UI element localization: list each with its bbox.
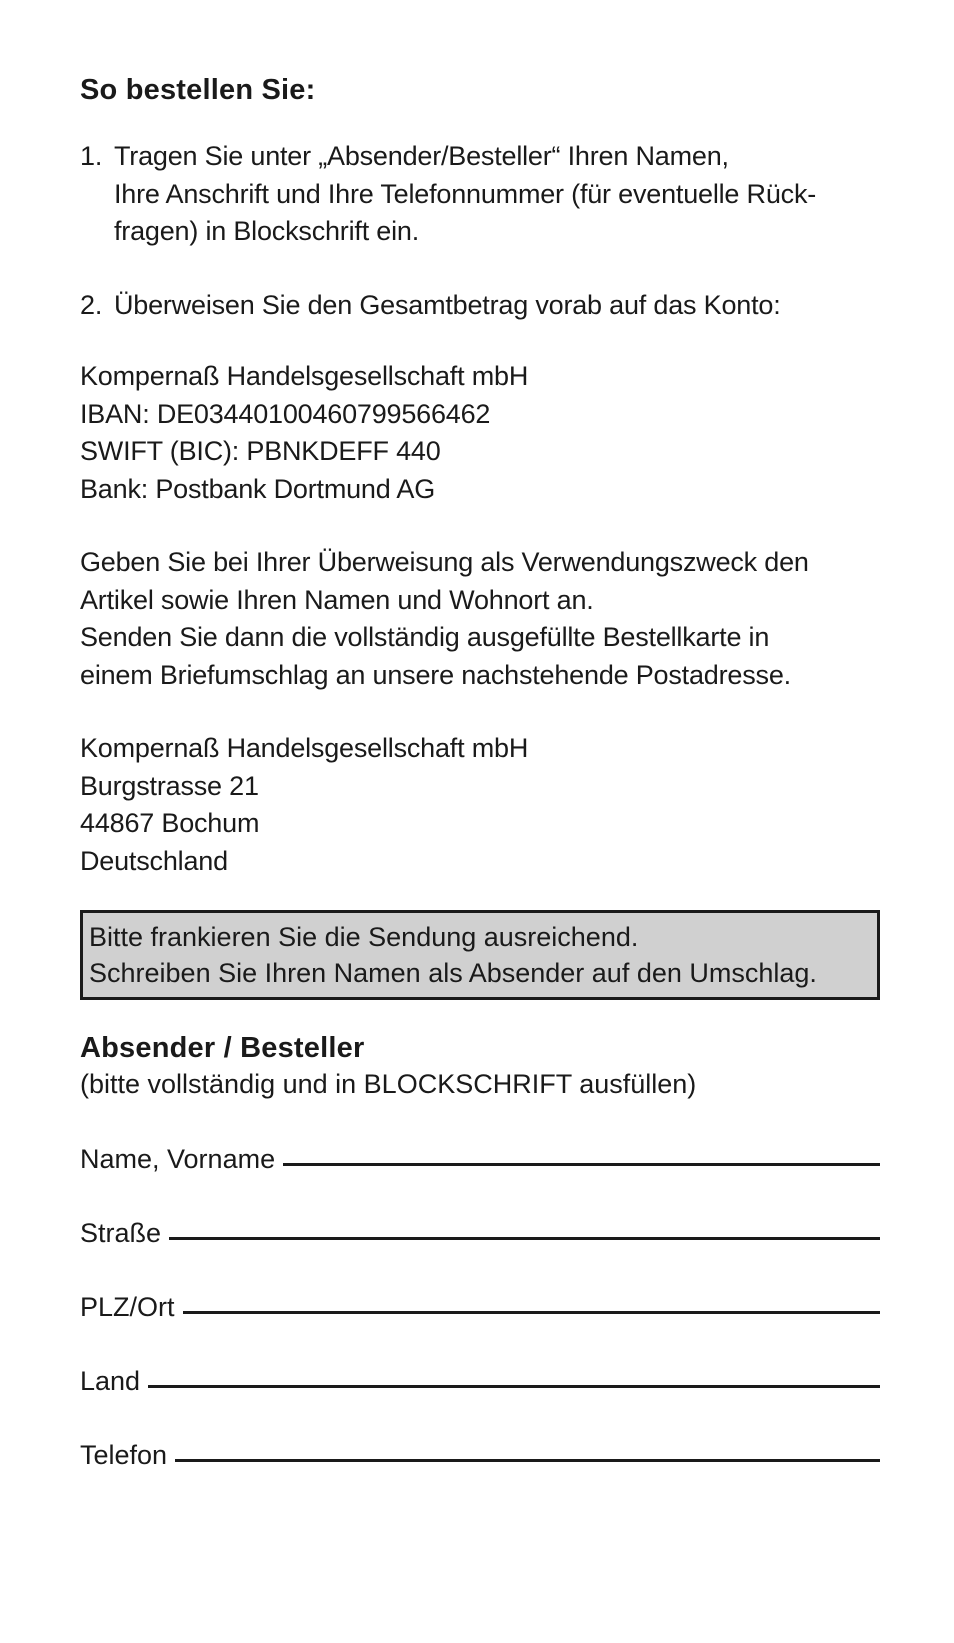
note-line: Senden Sie dann die vollständig ausgefüllte Bestellkarte in: [80, 622, 770, 652]
bank-details: [80, 358, 880, 508]
step-text: [114, 138, 880, 251]
field-postcode-city[interactable]: [80, 1284, 880, 1324]
order-instructions-page: [80, 72, 880, 1506]
field-label: Telefon: [80, 1440, 168, 1470]
page-heading: So bestellen Sie:: [80, 74, 316, 106]
note-line: Artikel sowie Ihren Namen und Wohnort an.: [80, 584, 594, 615]
fill-in-line[interactable]: [283, 1163, 880, 1166]
note-line: einem Briefumschlag an unsere nachstehende Postadresse.: [80, 659, 791, 690]
fill-in-line[interactable]: [148, 1385, 880, 1388]
bank-name: Bank: Postbank Dortmund AG: [80, 473, 435, 504]
notice-line: Bitte frankieren Sie die Sendung ausreichend.: [89, 922, 639, 952]
sender-title: Absender / Besteller: [80, 1032, 365, 1064]
fill-in-line[interactable]: [183, 1311, 880, 1314]
field-name[interactable]: [80, 1136, 880, 1176]
field-label: Name, Vorname: [80, 1144, 276, 1174]
account-holder: Kompernaß Handelsgesellschaft mbH: [80, 361, 529, 391]
field-phone[interactable]: [80, 1432, 880, 1472]
step-line: Überweisen Sie den Gesamtbetrag vorab auf das Konto:: [114, 289, 781, 320]
step-1: [80, 138, 880, 251]
swift-bic: SWIFT (BIC): PBNKDEFF 440: [80, 436, 441, 466]
step-line: Ihre Anschrift und Ihre Telefonnummer (für eventuelle Rück-: [114, 178, 817, 209]
step-line: fragen) in Blockschrift ein.: [114, 216, 420, 246]
step-number: 1.: [80, 141, 103, 171]
postage-notice-box: [80, 910, 880, 1000]
postal-address: [80, 730, 880, 880]
address-line: Kompernaß Handelsgesellschaft mbH: [80, 733, 529, 763]
iban: IBAN: DE03440100460799566462: [80, 398, 491, 429]
step-2: [80, 287, 880, 325]
sender-subtitle: (bitte vollständig und in BLOCKSCHRIFT ausfüllen): [80, 1069, 697, 1099]
address-line: Deutschland: [80, 845, 228, 876]
fill-in-line[interactable]: [175, 1459, 880, 1462]
field-label: Straße: [80, 1218, 162, 1248]
field-label: Land: [80, 1366, 141, 1396]
field-street[interactable]: [80, 1210, 880, 1250]
step-text: [114, 287, 880, 325]
address-line: Burgstrasse 21: [80, 770, 259, 801]
fill-in-line[interactable]: [169, 1237, 880, 1240]
address-line: 44867 Bochum: [80, 808, 260, 838]
notice-line: Schreiben Sie Ihren Namen als Absender auf den Umschlag.: [89, 958, 817, 988]
field-country[interactable]: [80, 1358, 880, 1398]
note-line: Geben Sie bei Ihrer Überweisung als Verwendungszweck den: [80, 547, 809, 577]
step-line: Tragen Sie unter „Absender/Besteller“ Ihren Namen,: [114, 141, 729, 171]
step-number: 2.: [80, 289, 103, 320]
transfer-note: [80, 544, 880, 694]
field-label: PLZ/Ort: [80, 1292, 175, 1322]
